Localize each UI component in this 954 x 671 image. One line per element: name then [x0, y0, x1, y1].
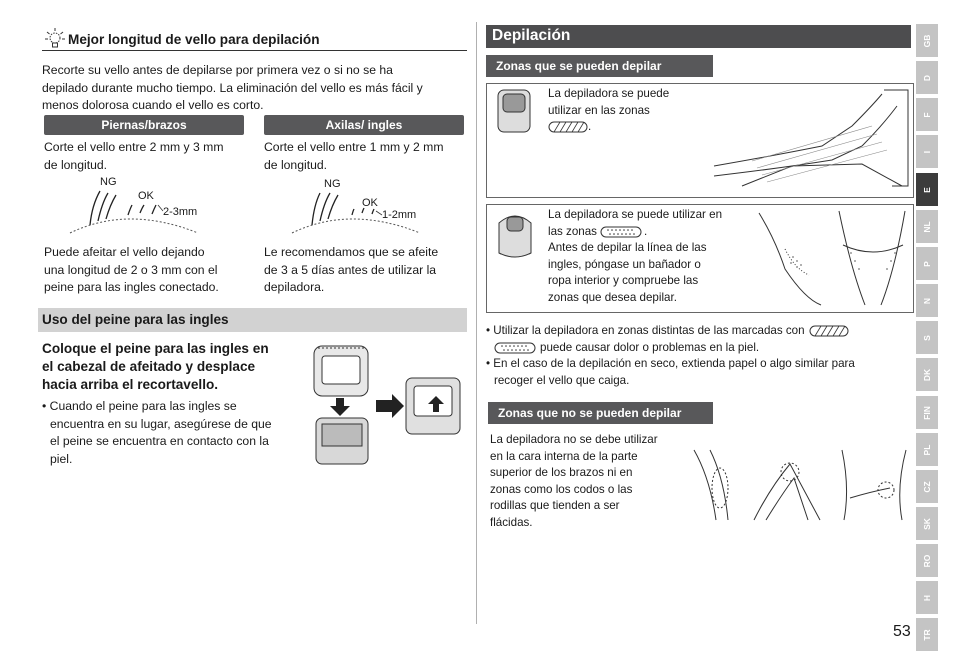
language-tab-f [916, 98, 938, 131]
box2-line: Antes de depilar la línea de las [548, 241, 707, 254]
col2-note-line: depiladora. [264, 280, 325, 294]
language-tab-label: E [922, 186, 932, 193]
box2-text [548, 207, 753, 306]
hair-diagram-graphic [68, 175, 218, 235]
box1-line: utilizar en las zonas [548, 103, 650, 117]
ok-label: OK [138, 190, 154, 202]
hair-length-diagram-2 [290, 175, 440, 235]
language-tab-label: NL [922, 220, 932, 233]
legs-illustration [712, 86, 912, 196]
zones-no-line: zonas como los codos o las [490, 482, 633, 496]
comb-bullet-line: piel. [50, 451, 73, 466]
language-tab-n [916, 284, 938, 317]
box1-line: La depiladora se puede [548, 87, 670, 100]
bullet-1 [486, 323, 914, 340]
ng-label: NG [100, 176, 117, 188]
section-header [486, 25, 911, 48]
box2-line: ropa interior y compruebe las [548, 274, 699, 287]
zones-no-line: La depiladora no se debe utilizar [490, 433, 658, 446]
ng-label: NG [324, 178, 341, 190]
box1-text [548, 86, 708, 136]
zones-box-1 [486, 83, 914, 198]
dot-swatch-icon [600, 225, 644, 239]
box2-line: ingles, póngase un bañador o [548, 257, 701, 271]
zones-no-line: superior de los brazos ni en [490, 466, 633, 479]
hatch-swatch-icon [548, 120, 588, 134]
zones-ok-label: Zonas que se pueden depilar [486, 55, 713, 77]
dot-swatch-icon [494, 341, 538, 355]
bullet-1-text: • Utilizar la depiladora en zonas distintas de las marcadas con [486, 324, 805, 337]
language-tab-label: F [922, 111, 932, 118]
language-tab-ro [916, 544, 938, 577]
language-tab-label: GB [922, 34, 932, 47]
comb-bullet [42, 398, 302, 468]
col1-text [44, 139, 254, 174]
tip-title: Mejor longitud de vello para depilación [68, 32, 320, 47]
col2-note-line: Le recomendamos que se afeite [264, 245, 439, 259]
zones-no-text [490, 432, 690, 531]
language-tab-label: P [922, 260, 932, 267]
comb-attach-illustration [306, 340, 466, 470]
language-tab-label: DK [922, 368, 932, 381]
language-tab-dk [916, 358, 938, 391]
language-tab-label: SK [922, 517, 932, 530]
col2-text-line: de longitud. [264, 157, 328, 172]
col2-text [264, 139, 474, 174]
epilator-head-cap-icon [495, 209, 535, 261]
box2-line: zonas que desea depilar. [548, 290, 677, 304]
language-tab-label: H [922, 594, 932, 601]
language-tab-s [916, 321, 938, 354]
intro-paragraph [42, 62, 467, 115]
language-tab-fin [916, 396, 938, 429]
language-tab-nl [916, 210, 938, 243]
box2-line: La depiladora se puede utilizar en [548, 208, 723, 221]
comb-bullet-line: • Cuando el peine para las ingles se [42, 399, 237, 413]
zones-no-line: rodillas que tienden a ser [490, 499, 620, 512]
bullet-1-text-cont: puede causar dolor o problemas en la piel. [540, 340, 760, 354]
armpit-bikini-illustration [755, 209, 911, 309]
length-label: 2-3mm [163, 206, 198, 218]
language-tab-label: PL [922, 444, 932, 455]
column-divider [476, 22, 477, 624]
zones-no-line: en la cara interna de la parte [490, 449, 638, 463]
hair-length-diagram-1 [68, 175, 218, 235]
intro-line: depilado durante mucho tiempo. La eliminación del vello es más fácil y [42, 80, 423, 95]
lightbulb-tip-icon [44, 27, 66, 49]
tip-heading [42, 29, 467, 51]
col1-note-line: Puede afeitar el vello dejando [44, 245, 205, 259]
pill-armpits-groin: Axilas/ ingles [264, 115, 464, 135]
language-tab-tr [916, 618, 938, 651]
col1-note [44, 244, 264, 297]
comb-bullet-line: encuentra en su lugar, asegúrese de que [50, 416, 272, 431]
bullet-2-text: • En el caso de la depilación en seco, extienda papel o algo similar para [486, 357, 855, 370]
ok-label: OK [362, 197, 378, 209]
comb-bullet-line: el peine se encuentra en contacto con la [50, 434, 269, 448]
language-tab-p [916, 247, 938, 280]
comb-instruction-line: el cabezal de afeitado y desplace [42, 359, 256, 374]
col2-note-line: de 3 a 5 días antes de utilizar la [264, 262, 437, 277]
zones-no-label: Zonas que no se pueden depilar [488, 402, 713, 424]
hatch-swatch-icon [809, 324, 851, 338]
language-tab-label: TR [922, 628, 932, 641]
col1-text-line: Corte el vello entre 2 mm y 3 mm [44, 140, 224, 154]
box1-period: . [588, 120, 592, 133]
zones-box-2 [486, 204, 914, 313]
box1-line-legend [548, 119, 708, 136]
language-tab-label: CZ [922, 480, 932, 493]
language-tab-label: S [922, 334, 932, 341]
box2-period: . [643, 224, 648, 238]
language-tab-label: FIN [922, 405, 932, 420]
comb-section-title: Uso del peine para las ingles [42, 312, 229, 327]
pill-legs-arms: Piernas/brazos [44, 115, 244, 135]
col2-note [264, 244, 474, 297]
language-tab-i [916, 135, 938, 168]
hair-diagram-graphic [290, 175, 440, 235]
language-tab-cz [916, 470, 938, 503]
language-tab-d [916, 61, 938, 94]
length-label: 1-2mm [382, 209, 417, 221]
bullet-2-text-cont: recoger el vello que caiga. [494, 373, 630, 387]
bullet-1-cont [486, 340, 914, 357]
comb-instruction-line: Coloque el peine para las ingles en [42, 341, 269, 356]
intro-line: menos dolorosa cuando el vello es corto. [42, 98, 264, 112]
language-tab-pl [916, 433, 938, 466]
language-tab-label: RO [922, 554, 932, 567]
comb-section-header [38, 308, 467, 332]
language-tab-label: I [922, 150, 932, 153]
language-tab-label: D [922, 74, 932, 81]
epilator-head-icon [495, 88, 535, 136]
col1-note-line: una longitud de 2 o 3 mm con el [44, 262, 218, 277]
col2-text-line: Corte el vello entre 1 mm y 2 mm [264, 140, 444, 154]
col1-text-line: de longitud. [44, 157, 108, 172]
intro-line: Recorte su vello antes de depilarse por primera vez o si no se ha [42, 63, 393, 77]
warning-bullets [486, 323, 914, 389]
page-number: 53 [893, 623, 911, 640]
no-zones-illustration [690, 448, 912, 522]
language-tab-label: N [922, 297, 932, 304]
col1-note-line: peine para las ingles conectado. [44, 280, 219, 294]
language-tab-e [916, 173, 938, 206]
language-tab-h [916, 581, 938, 614]
comb-instruction-line: hacia arriba el recortavello. [42, 377, 219, 392]
comb-instruction [42, 340, 302, 394]
zones-no-line: flácidas. [490, 515, 533, 529]
language-tab-gb [916, 24, 938, 57]
box2-line-legend [548, 224, 753, 241]
box2-zones-label: las zonas [548, 224, 597, 238]
section-title: Depilación [492, 27, 571, 44]
language-tab-sk [916, 507, 938, 540]
